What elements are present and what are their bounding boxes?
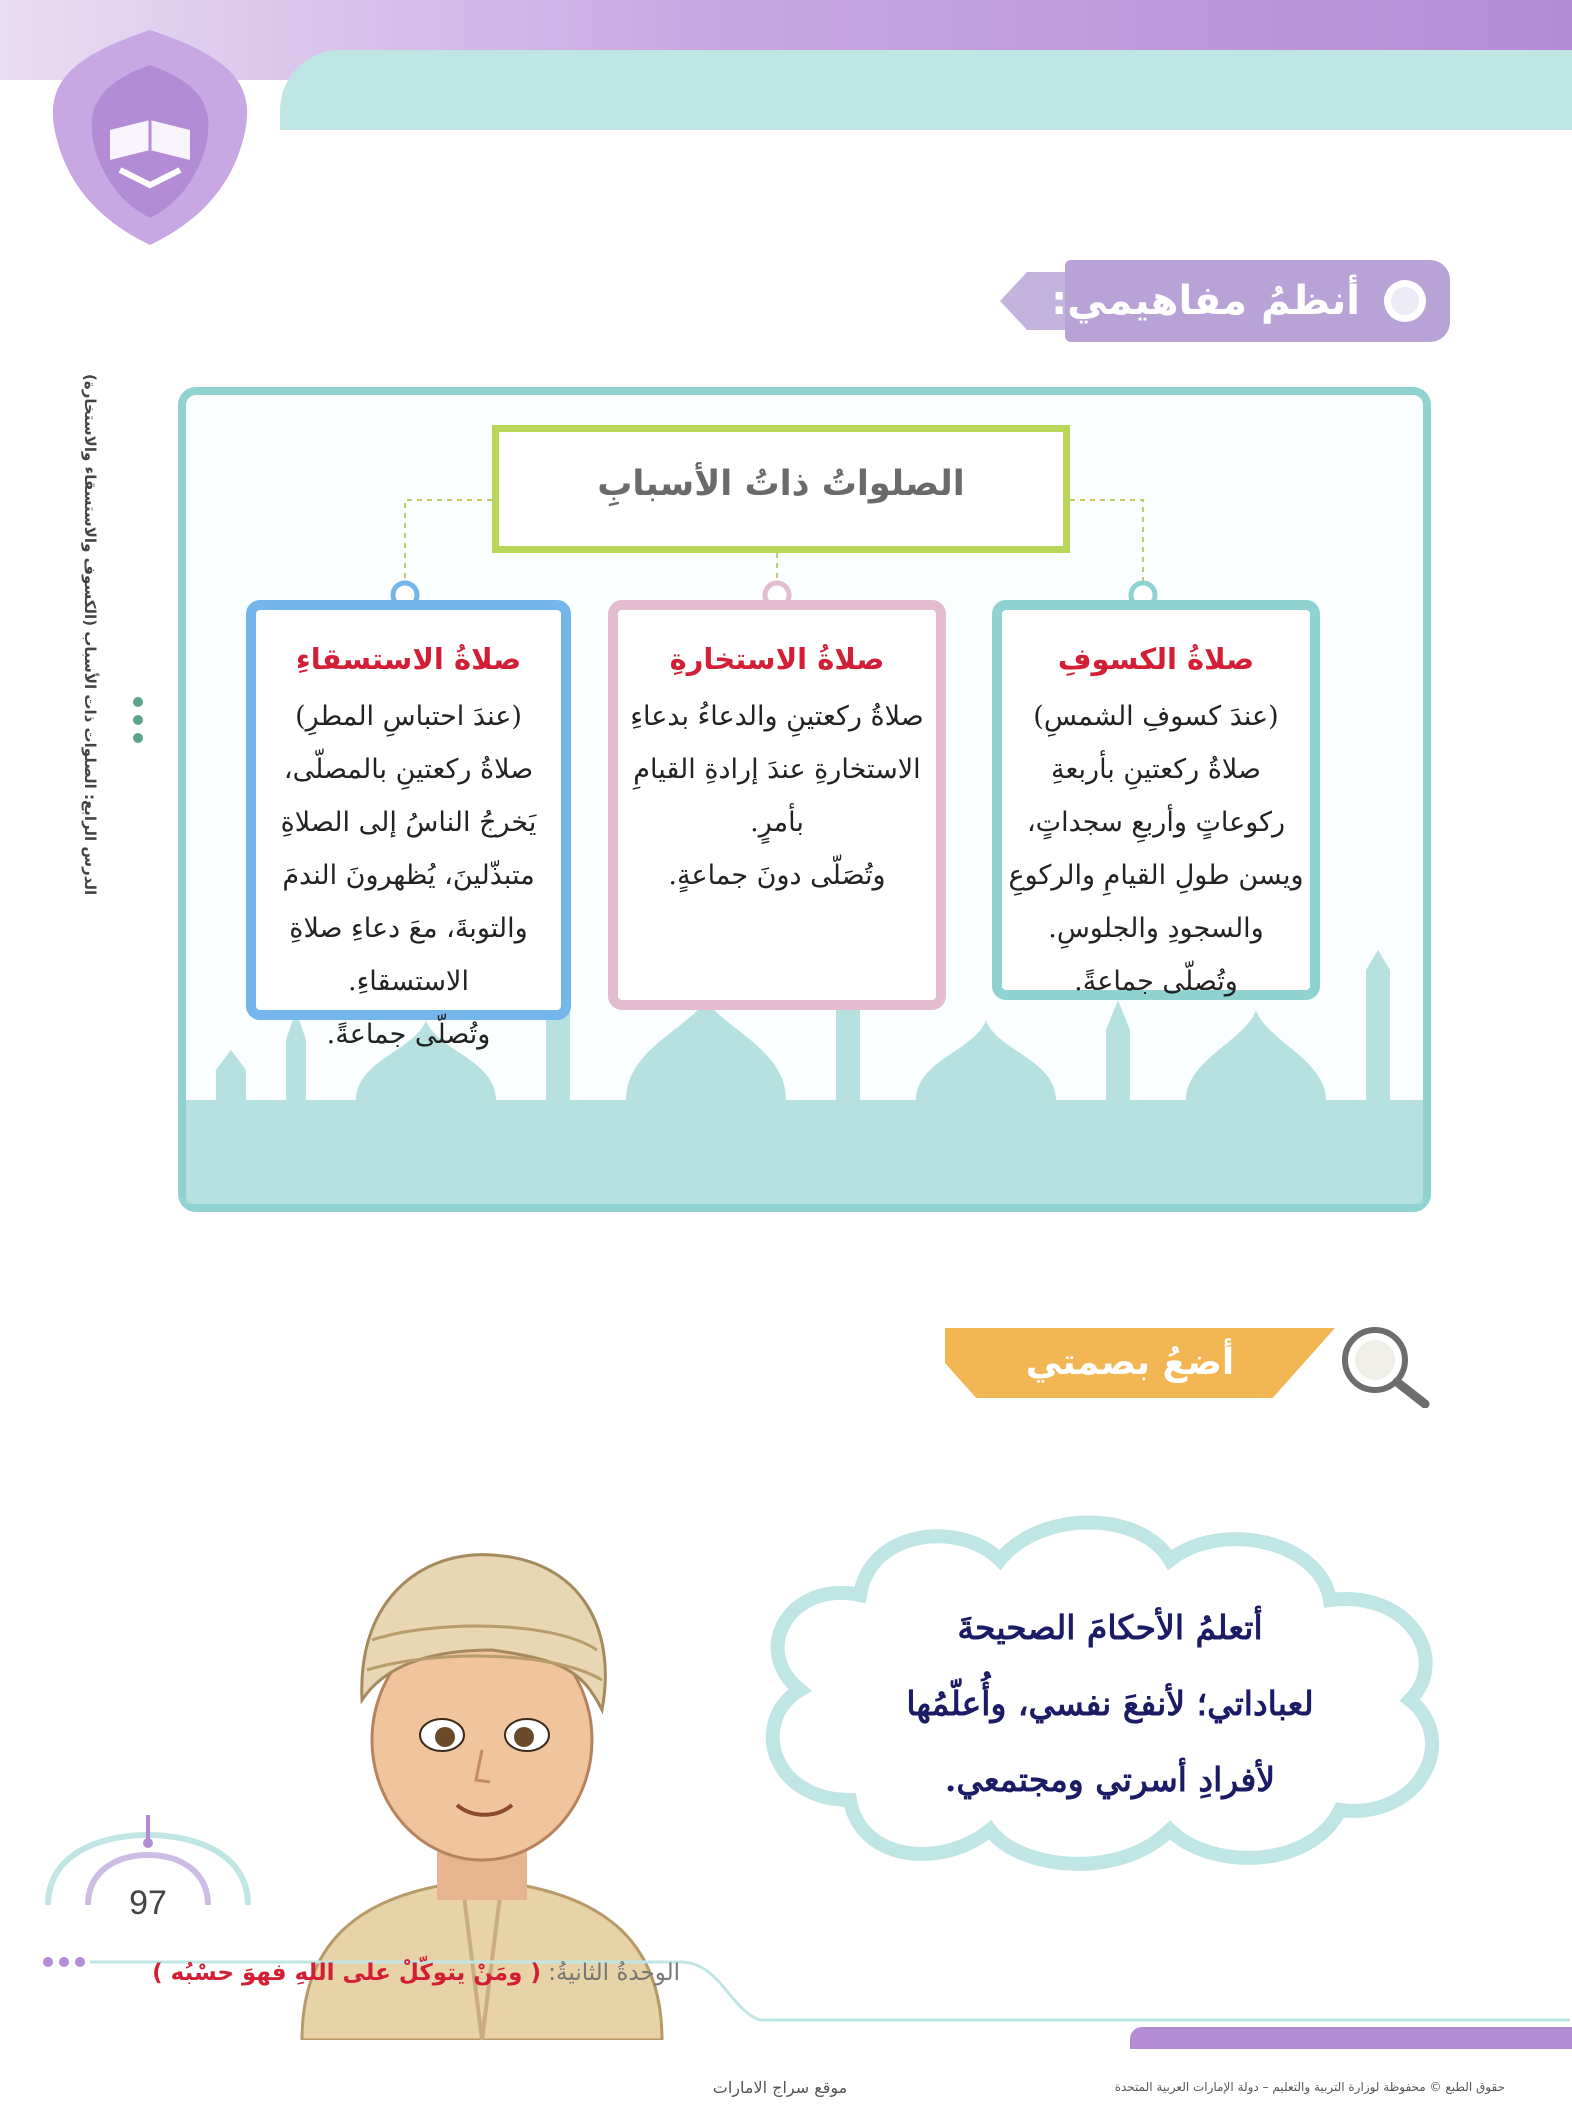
cloud-line: لأفرادِ أسرتي ومجتمعي.	[944, 1760, 1276, 1799]
side-dots	[128, 692, 148, 752]
card-line: والتوبةَ، معَ دعاءِ صلاةِ	[289, 913, 528, 944]
card-line: (عندَ كسوفِ الشمسِ)	[1033, 701, 1279, 732]
card-rain-prayer	[246, 600, 571, 1050]
card-line: بأمرٍ.	[750, 807, 804, 838]
diagram-root-box	[492, 425, 1070, 553]
card-line: ركوعاتٍ وأربعِ سجداتٍ،	[1026, 807, 1286, 838]
badge-icon	[1382, 278, 1428, 324]
card-eclipse-prayer	[992, 600, 1320, 1000]
card-title: صلاةُ الكسوفِ	[1057, 642, 1255, 676]
unit-label	[40, 1953, 680, 1993]
my-imprint-header	[945, 1318, 1435, 1408]
lesson-side-title: الدرس الرابع: الصلوات ذات الأسباب (الكسوف والاستسقاء والاستخارة)	[81, 373, 99, 895]
card-line: والسجودِ والجلوسِ.	[1048, 913, 1264, 944]
card-line: ويسن طولِ القيامِ والركوعِ	[1008, 860, 1304, 891]
my-imprint-title: أضعُ بصمتي	[1025, 1342, 1235, 1383]
cloud-text	[850, 1590, 1370, 1850]
card-title: صلاةُ الاستسقاءِ	[295, 642, 522, 676]
card-line: الاستخارةِ عندَ إرادةِ القيامِ	[633, 754, 921, 785]
card-line: وتُصلّى جماعةً.	[326, 1019, 491, 1050]
unit-name: الوحدةُ الثانيةُ:	[548, 1960, 680, 1986]
cloud-line: أتعلمُ الأحكامَ الصحيحةَ	[957, 1608, 1263, 1647]
card-line: متبذّلينَ، يُظهرونَ الندمَ	[282, 860, 535, 891]
footer-purple-band	[1130, 2027, 1572, 2049]
copyright-notice: حقوق الطبع © محفوظة لوزارة التربية والتعليم – دولة الإمارات العربية المتحدة	[1114, 2080, 1505, 2094]
card-line: صلاةُ ركعتينِ بأربعةِ	[1051, 754, 1261, 785]
page-number: 97	[129, 1884, 167, 1922]
card-line: وتُصلّى جماعةً.	[1074, 966, 1238, 997]
cloud-line: لعباداتي؛ لأنفعَ نفسي، وأُعلّمُها	[906, 1684, 1314, 1723]
card-line: الاستسقاءِ.	[348, 966, 469, 997]
card-istikhara-prayer	[608, 600, 946, 1010]
organize-concepts-header	[990, 260, 1450, 342]
card-line: صلاةُ ركعتينِ والدعاءُ بدعاءِ	[630, 701, 924, 732]
card-line: وتُصَلّى دونَ جماعةٍ.	[668, 860, 886, 891]
card-line: يَخرجُ الناسُ إلى الصلاةِ	[280, 807, 537, 838]
organize-concepts-title: أنظمُ مفاهيمي:	[1051, 278, 1360, 324]
diagram-root-title: الصلواتُ ذاتُ الأسبابِ	[597, 464, 965, 504]
card-line: (عندَ احتباسِ المطرِ)	[295, 701, 522, 732]
card-line: صلاةُ ركعتينِ بالمصلّى،	[283, 754, 534, 785]
card-title: صلاةُ الاستخارةِ	[669, 642, 885, 676]
site-name: موقع سراج الامارات	[712, 2078, 848, 2097]
unit-quote: ( ومَنْ يتوكّلْ على اللهِ فهوَ حسْبُه )	[152, 1960, 541, 1986]
magnifier-icon	[1325, 1318, 1435, 1408]
quran-book-icon	[0, 20, 300, 250]
teal-decorative-band	[280, 50, 1572, 130]
